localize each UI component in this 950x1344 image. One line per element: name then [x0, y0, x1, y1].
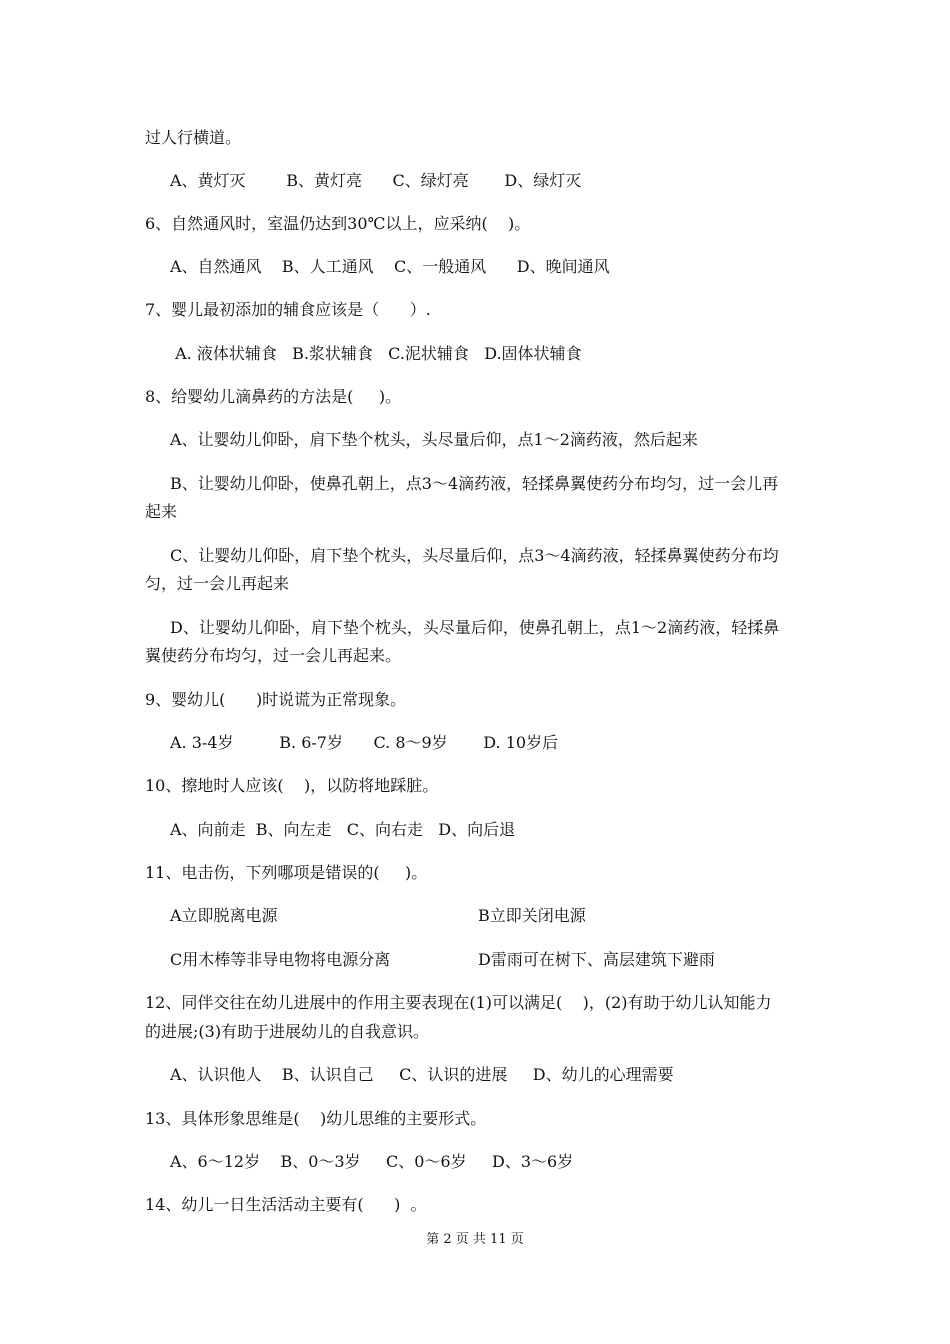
q8-option-b-cont: 起来: [145, 502, 178, 521]
q11-option-a: A立即脱离电源: [170, 906, 278, 925]
question-8: 8、给婴幼儿滴鼻药的方法是( )。: [145, 387, 402, 406]
q10-options: A、向前走 B、向左走 C、向右走 D、向后退: [170, 820, 516, 839]
question-12: 12、同伴交往在幼儿进展中的作用主要表现在(1)可以满足( )，(2)有助于幼儿认知能力: [145, 993, 772, 1012]
q6-options: A、自然通风 B、人工通风 C、一般通风 D、晚间通风: [170, 257, 610, 276]
q11-option-c: C用木棒等非导电物将电源分离: [170, 950, 391, 969]
q12-options: A、认识他人 B、认识自己 C、认识的进展 D、幼儿的心理需要: [170, 1065, 674, 1084]
q8-option-b: B、让婴幼儿仰卧，使鼻孔朝上，点3～4滴药液，轻揉鼻翼使药分布均匀，过一会儿再: [170, 474, 779, 493]
page-footer: 第 2 页 共 11 页: [426, 1232, 524, 1247]
question-7: 7、婴儿最初添加的辅食应该是（ ）.: [145, 300, 431, 319]
q13-options: A、6～12岁 B、0～3岁 C、0～6岁 D、3～6岁: [170, 1152, 574, 1171]
question-12-cont: 的进展;(3)有助于进展幼儿的自我意识。: [145, 1022, 430, 1041]
question-14: 14、幼儿一日生活活动主要有( ) 。: [145, 1195, 427, 1214]
question-11: 11、电击伤，下列哪项是错误的( )。: [145, 863, 428, 882]
question-9: 9、婴幼儿( )时说谎为正常现象。: [145, 690, 407, 709]
question-13: 13、具体形象思维是( )幼儿思维的主要形式。: [145, 1109, 487, 1128]
q8-option-d: D、让婴幼儿仰卧，肩下垫个枕头，头尽量后仰，使鼻孔朝上，点1～2滴药液，轻揉鼻: [170, 618, 780, 637]
q8-option-d-cont: 翼使药分布均匀，过一会儿再起来。: [145, 646, 402, 665]
q8-option-a: A、让婴幼儿仰卧，肩下垫个枕头，头尽量后仰，点1～2滴药液，然后起来: [170, 430, 698, 449]
q8-option-c-cont: 匀，过一会儿再起来: [145, 574, 290, 593]
q7-options: A. 液体状辅食 B.浆状辅食 C.泥状辅食 D.固体状辅食: [170, 344, 582, 363]
q8-option-c: C、让婴幼儿仰卧，肩下垫个枕头，头尽量后仰，点3～4滴药液，轻揉鼻翼使药分布均: [170, 546, 779, 565]
question-10: 10、擦地时人应该( )，以防将地踩脏。: [145, 776, 439, 795]
question-6: 6、自然通风时，室温仍达到30℃以上，应采纳( )。: [145, 214, 531, 233]
q9-options: A. 3-4岁 B. 6-7岁 C. 8～9岁 D. 10岁后: [170, 733, 559, 752]
q5-options: A、黄灯灭 B、黄灯亮 C、绿灯亮 D、绿灯灭: [170, 171, 582, 190]
q11-option-b: B立即关闭电源: [478, 906, 586, 925]
text-line: 过人行横道。: [145, 128, 242, 147]
q11-option-d: D雷雨可在树下、高层建筑下避雨: [478, 950, 715, 969]
